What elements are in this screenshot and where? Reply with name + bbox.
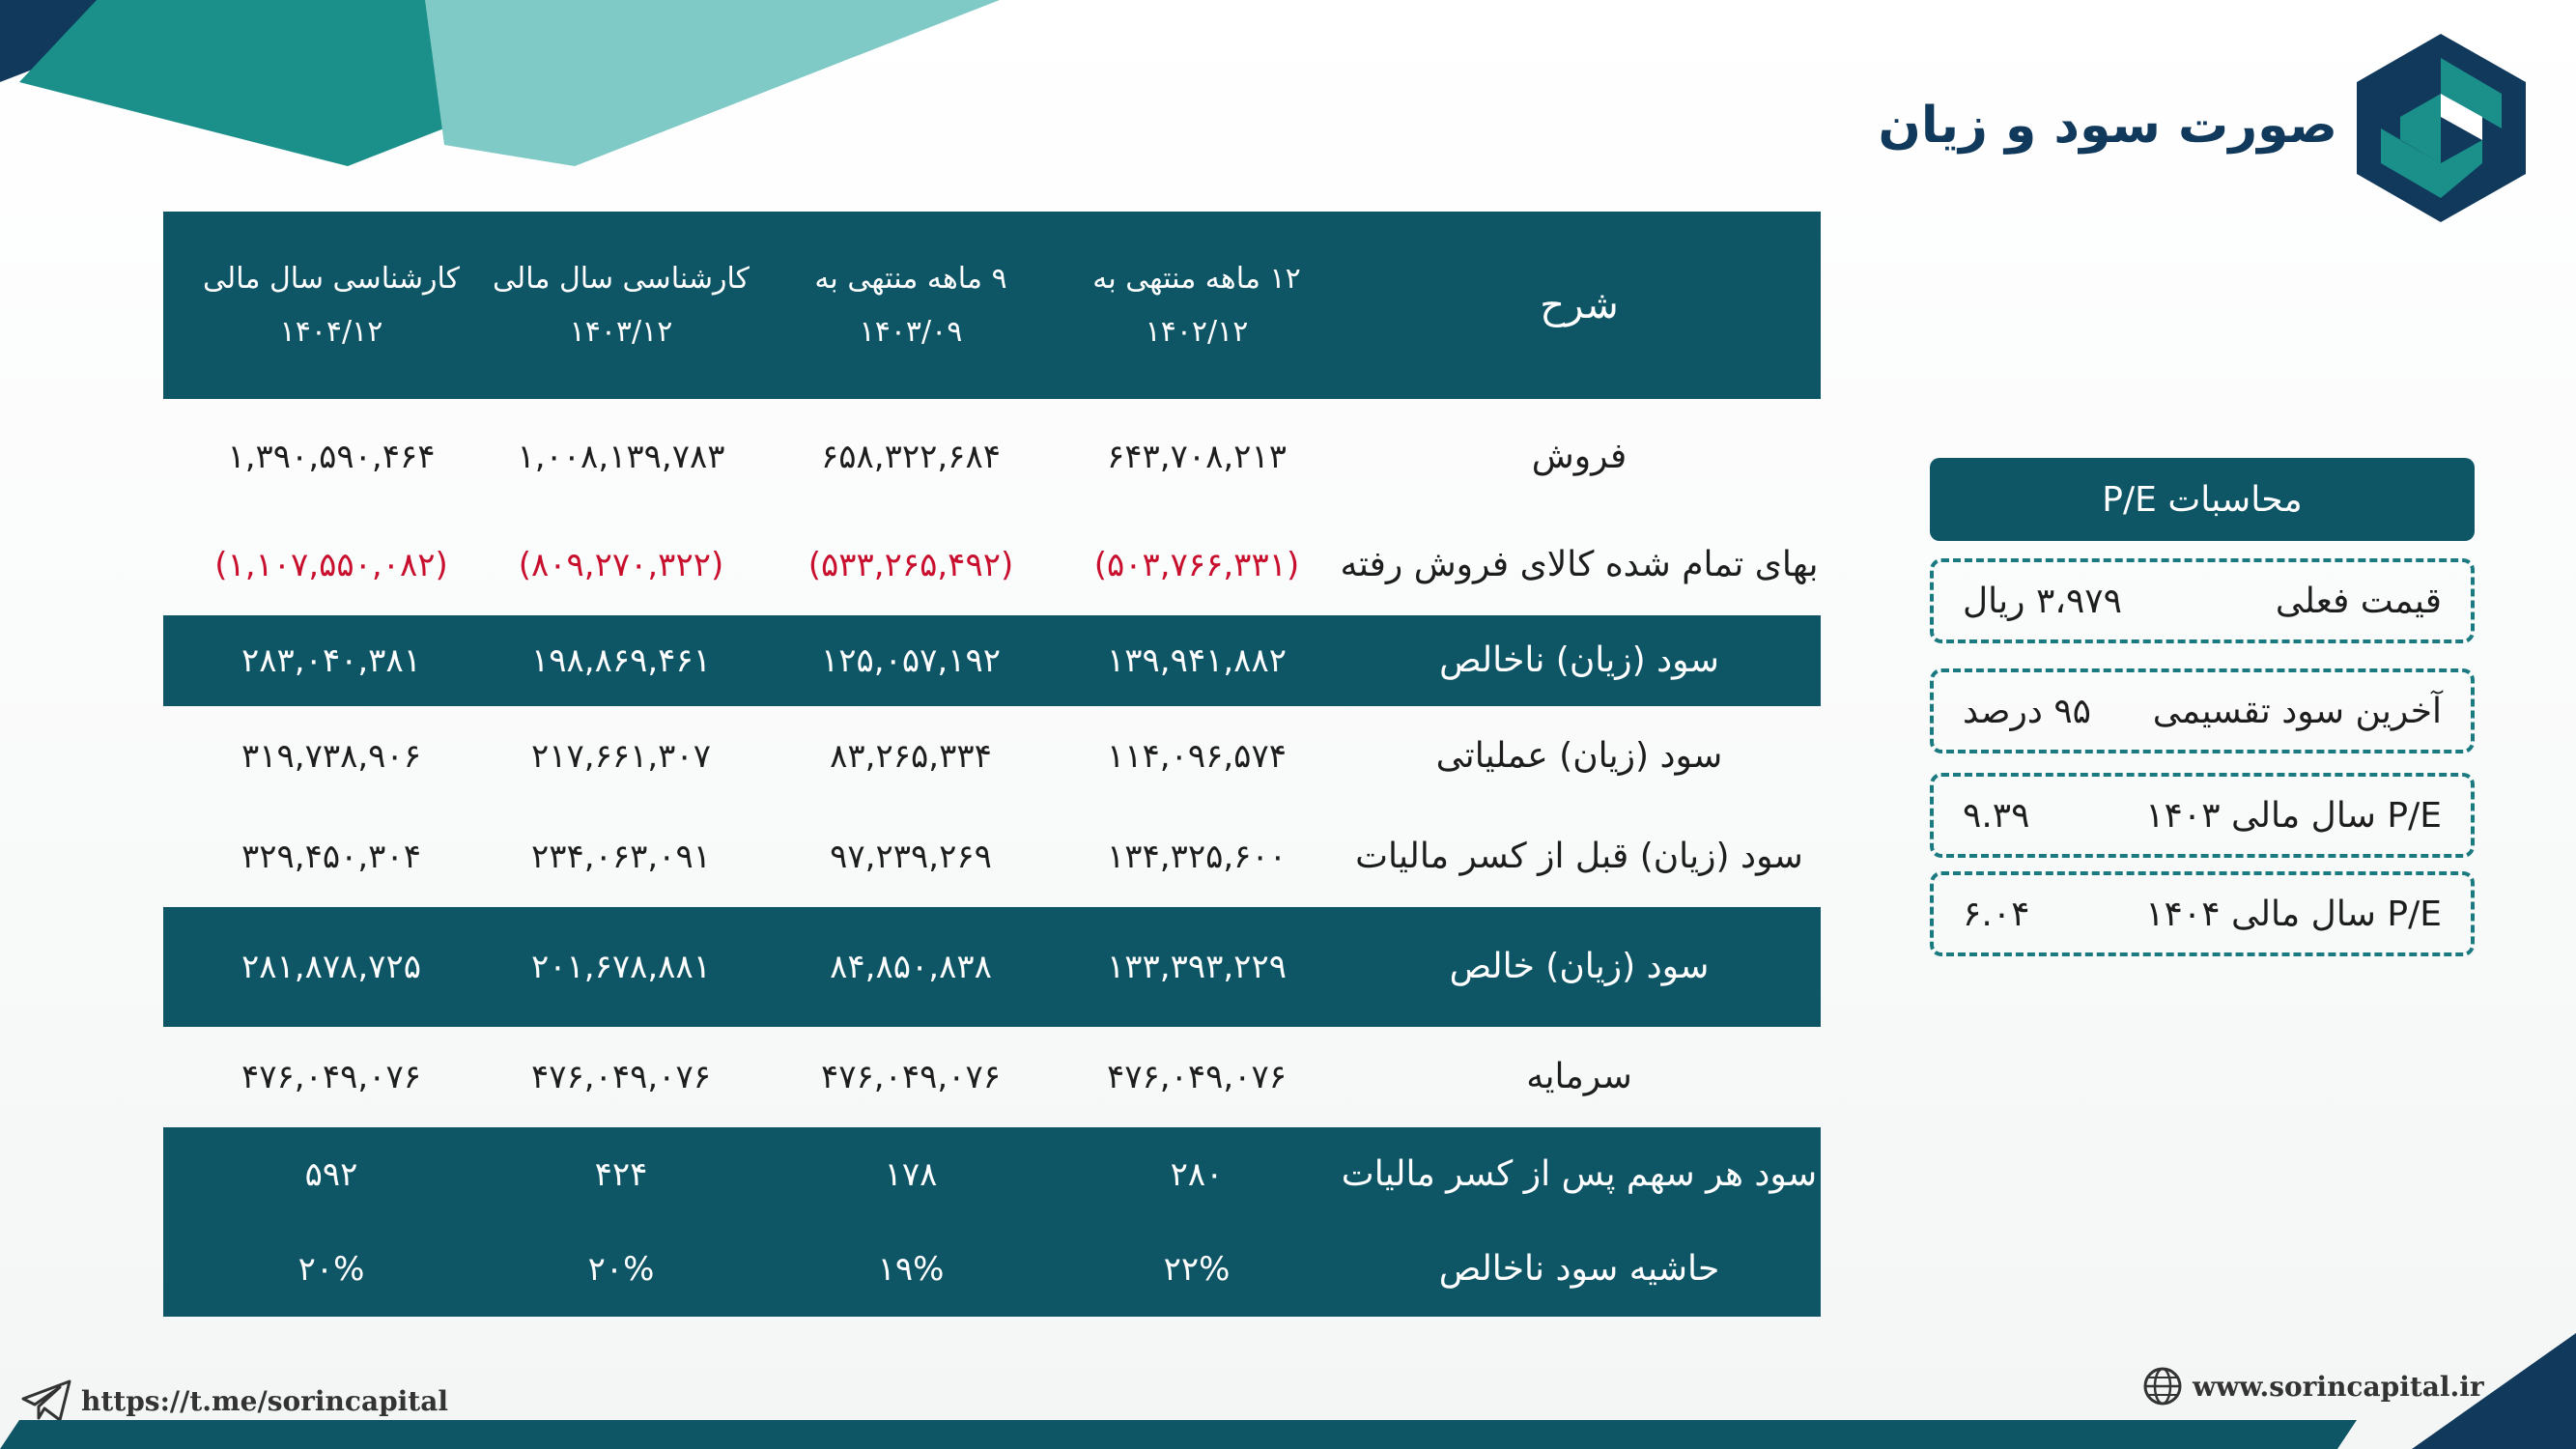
header-column — [766, 260, 1056, 351]
header-column-date: ۱۴۰۴/۱۲ — [279, 315, 383, 349]
decorative-corner-shape — [2325, 1333, 2576, 1449]
row-value: ۵۹۲ — [304, 1154, 358, 1194]
row-value-negative: (۱,۱۰۷,۵۵۰,۰۸۲) — [214, 545, 448, 584]
header-column-title: ۱۲ ماهه منتهی به — [1092, 262, 1301, 296]
header-label-description: شرح — [1540, 283, 1619, 327]
row-value: ۱۳۹,۹۴۱,۸۸۲ — [1107, 640, 1287, 680]
row-label: سود (زیان) ناخالص — [1439, 639, 1719, 680]
pe-item-label: قیمت فعلی — [2275, 581, 2442, 621]
row-value: ۲۰۱,۶۷۸,۸۸۱ — [531, 947, 711, 986]
row-value: ۱۹۸,۸۶۹,۴۶۱ — [531, 640, 711, 680]
pe-item-value: ۹۵ درصد — [1963, 691, 2091, 731]
row-value: ۲۰% — [587, 1249, 655, 1289]
row-value: ۴۲۴ — [594, 1154, 648, 1194]
row-value: ۲۰% — [297, 1249, 365, 1289]
pe-panel-title: محاسبات P/E — [1930, 458, 2475, 541]
row-value: ۴۷۶,۰۴۹,۰۷۶ — [821, 1057, 1001, 1096]
row-value-negative: (۵۰۳,۷۶۶,۳۳۱) — [1093, 545, 1300, 584]
table-row-eps — [163, 1127, 1821, 1222]
row-label: حاشیه سود ناخالص — [1438, 1248, 1720, 1289]
table-row-cogs — [163, 515, 1821, 615]
header-column-title: کارشناسی سال مالی — [493, 262, 750, 296]
row-value: ۲۸۰ — [1170, 1154, 1224, 1194]
header-column — [1056, 260, 1338, 351]
pe-item-label: P/E سال مالی ۱۴۰۳ — [2145, 795, 2442, 836]
table-row-net-profit — [163, 907, 1821, 1027]
row-label: فروش — [1531, 436, 1628, 476]
row-value: ۱۳۴,۳۲۵,۶۰۰ — [1107, 837, 1287, 876]
row-value: ۱۳۳,۳۹۳,۲۲۹ — [1107, 947, 1287, 986]
pe-item-label: P/E سال مالی ۱۴۰۴ — [2145, 894, 2442, 934]
row-value: ۴۷۶,۰۴۹,۰۷۶ — [241, 1057, 421, 1096]
row-label: سود هر سهم پس از کسر مالیات — [1341, 1153, 1818, 1194]
row-label: سود (زیان) عملیاتی — [1435, 735, 1723, 776]
row-value: ۲۸۱,۸۷۸,۷۲۵ — [241, 947, 421, 986]
row-value: ۴۷۶,۰۴۹,۰۷۶ — [1107, 1057, 1287, 1096]
row-value: ۲۲% — [1163, 1249, 1231, 1289]
row-value: ۹۷,۲۳۹,۲۶۹ — [830, 837, 992, 876]
table-row-gross-margin — [163, 1222, 1821, 1317]
row-value-negative: (۸۰۹,۲۷۰,۳۲۲) — [518, 545, 724, 584]
decorative-bottom-band — [0, 1410, 2576, 1449]
row-value: ۱۷۸ — [884, 1154, 938, 1194]
income-statement-table — [163, 212, 1821, 1317]
pe-item-pe-1404 — [1930, 871, 2475, 956]
row-value-negative: (۵۳۳,۲۶۵,۴۹۲) — [807, 545, 1014, 584]
row-value: ۶۴۳,۷۰۸,۲۱۳ — [1107, 437, 1287, 476]
header-column — [476, 260, 766, 351]
table-row-capital — [163, 1027, 1821, 1127]
row-value: ۲۱۷,۶۶۱,۳۰۷ — [531, 736, 711, 776]
row-value: ۴۷۶,۰۴۹,۰۷۶ — [531, 1057, 711, 1096]
pe-item-label: آخرین سود تقسیمی — [2152, 691, 2442, 731]
table-row-gross-profit — [163, 615, 1821, 706]
row-value: ۲۳۴,۰۶۳,۰۹۱ — [531, 837, 711, 876]
pe-item-value: ۶.۰۴ — [1963, 894, 2030, 934]
row-value: ۶۵۸,۳۲۲,۶۸۴ — [821, 437, 1001, 476]
row-value: ۸۳,۲۶۵,۳۳۴ — [830, 736, 992, 776]
row-label: سرمایه — [1526, 1056, 1632, 1096]
header-column-date: ۱۴۰۳/۱۲ — [569, 315, 673, 349]
pe-item-value: ۹.۳۹ — [1963, 795, 2030, 836]
header-column-title: ۹ ماهه منتهی به — [814, 262, 1007, 296]
row-value: ۱,۳۹۰,۵۹۰,۴۶۴ — [227, 437, 436, 476]
header-column-date: ۱۴۰۲/۱۲ — [1145, 315, 1249, 349]
table-row-pretax-profit — [163, 807, 1821, 907]
pe-item-value: ۳،۹۷۹ ریال — [1963, 581, 2122, 621]
header-column-date: ۱۴۰۳/۰۹ — [859, 315, 963, 349]
table-row-sales — [163, 399, 1821, 515]
header-column — [186, 260, 476, 351]
row-value: ۱۹% — [877, 1249, 945, 1289]
row-value: ۲۸۳,۰۴۰,۳۸۱ — [241, 640, 421, 680]
page-title: صورت سود و زیان — [1878, 97, 2337, 155]
row-label: سود (زیان) قبل از کسر مالیات — [1355, 836, 1803, 876]
row-value: ۱۲۵,۰۵۷,۱۹۲ — [821, 640, 1001, 680]
table-row-operating-profit — [163, 706, 1821, 807]
header-column-title: کارشناسی سال مالی — [203, 262, 460, 296]
telegram-link-text[interactable]: https://t.me/sorincapital — [81, 1384, 449, 1417]
row-value: ۸۴,۸۵۰,۸۳۸ — [830, 947, 992, 986]
row-value: ۱,۰۰۸,۱۳۹,۷۸۳ — [517, 437, 725, 476]
row-label: سود (زیان) خالص — [1449, 946, 1710, 986]
pe-item-pe-1403 — [1930, 773, 2475, 858]
globe-icon — [2142, 1366, 2183, 1406]
pe-item-current-price — [1930, 558, 2475, 643]
row-label: بهای تمام شده کالای فروش رفته — [1340, 544, 1819, 584]
pe-item-last-dividend — [1930, 668, 2475, 753]
decorative-banner-shapes — [0, 0, 1062, 174]
website-link-text[interactable]: www.sorincapital.ir — [2193, 1370, 2484, 1403]
table-header-row — [163, 212, 1821, 399]
row-value: ۳۱۹,۷۳۸,۹۰۶ — [241, 736, 421, 776]
row-value: ۳۲۹,۴۵۰,۳۰۴ — [241, 837, 421, 876]
row-value: ۱۱۴,۰۹۶,۵۷۴ — [1107, 736, 1287, 776]
company-logo — [2357, 34, 2526, 222]
